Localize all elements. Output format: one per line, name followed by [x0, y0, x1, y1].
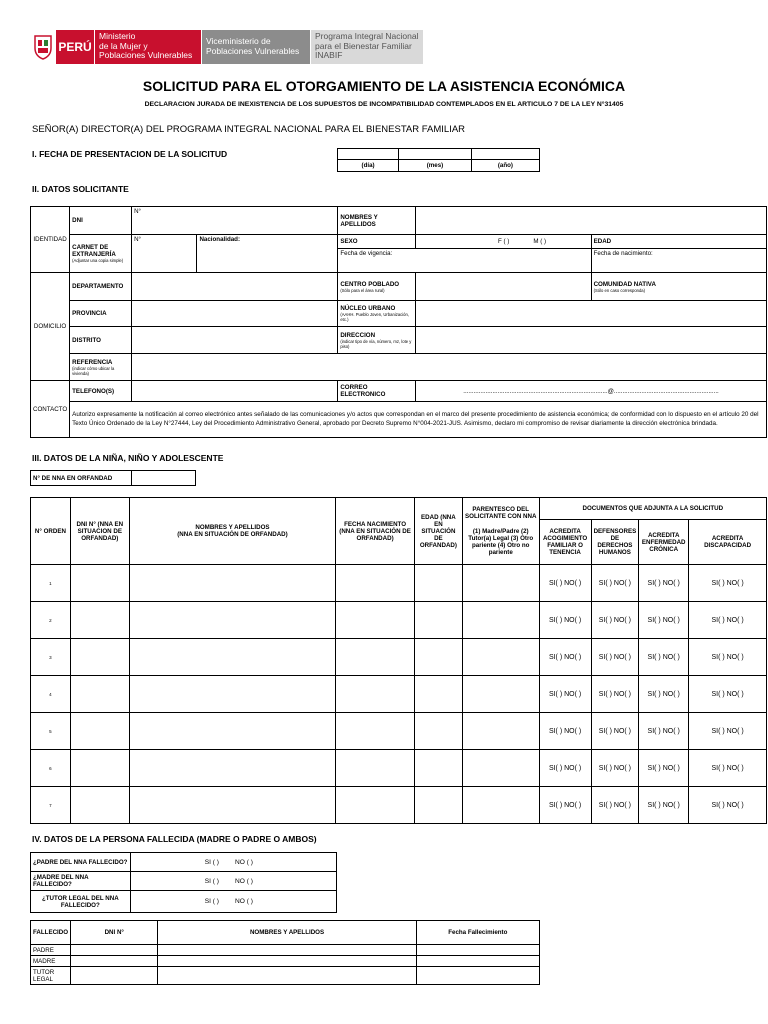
document-subtitle: DECLARACION JURADA DE INEXISTENCIA DE LOS SUPUESTOS DE INCOMPATIBILIDAD CONTEMPLADOS EN EL ARTICULO 7 DE LA LEY N°31405 — [144, 101, 624, 108]
nna-count-label: N° DE NNA EN ORFANDAD — [31, 471, 132, 486]
month-label: (mes) — [399, 160, 472, 172]
col-nombres: NOMBRES Y APELLIDOS (NNA EN SITUACIÓN DE ORFANDAD) — [129, 498, 336, 565]
section-4-heading: IV. DATOS DE LA PERSONA FALLECIDA (MADRE O PADRE O AMBOS) — [32, 834, 317, 844]
telefono-field[interactable] — [132, 381, 338, 402]
section-3-heading: III. DATOS DE LA NIÑA, NIÑO Y ADOLESCENTE — [32, 453, 224, 463]
provincia-field[interactable] — [132, 301, 338, 327]
nucleo-label: NÚCLEO URBANO (AAHH. Pueblo Joven, Urbanización, etc.) — [338, 301, 416, 327]
col-parentesco: PARENTESCO DEL SOLICITANTE CON NNA (1) Madre/Padre (2) Tutor(a) Legal (3) Otro pariente (4) Otro no pariente — [462, 498, 539, 565]
carnet-label: CARNET DE EXTRANJERÍA (Adjuntar una copia simple) — [70, 235, 132, 273]
contacto-label: CONTACTO — [31, 381, 70, 438]
table-row: MADRE — [31, 956, 540, 967]
table-row: 6 SI( ) NO( ) SI( ) NO( ) SI( ) NO( ) SI( ) NO( ) — [31, 750, 767, 787]
col-orden: N° ORDEN — [31, 498, 71, 565]
q-padre-label: ¿PADRE DEL NNA FALLECIDO? — [31, 853, 131, 872]
month-field[interactable] — [399, 149, 472, 160]
distrito-label: DISTRITO — [70, 327, 132, 354]
nombres-field[interactable] — [416, 207, 767, 235]
table-row: 4 SI( ) NO( ) SI( ) NO( ) SI( ) NO( ) SI( ) NO( ) — [31, 676, 767, 713]
section-1-heading: I. FECHA DE PRESENTACION DE LA SOLICITUD — [32, 149, 228, 159]
applicant-table — [30, 206, 767, 438]
autorizacion-text: Autorizo expresamente la notificación al correo electrónico antes señalado de las comunicaciones y/o actos que correspondan en el marco del presente procedimiento de asistencia económica; de conformidad con lo dispuesto en el artículo 20 del Texto Único Ordenado de la Ley N°27444, Ley del Procedimiento Administrativo General, aprobado por Decreto Supremo N°004-2021-JUS. Asimismo, declaro mi compromiso de revisar diariamente la dirección electrónica brindada. — [70, 402, 767, 438]
table-row: 1 SI( ) NO( ) SI( ) NO( ) SI( ) NO( ) SI( ) NO( ) — [31, 565, 767, 602]
col-fallecido: FALLECIDO — [31, 921, 71, 945]
nombres-label: NOMBRES Y APELLIDOS — [338, 207, 416, 235]
direccion-field[interactable] — [416, 327, 767, 354]
edad-label[interactable]: EDAD — [591, 235, 766, 249]
table-row: 5 SI( ) NO( ) SI( ) NO( ) SI( ) NO( ) SI( ) NO( ) — [31, 713, 767, 750]
col-dni: DNI N° — [71, 921, 158, 945]
table-row: 2 SI( ) NO( ) SI( ) NO( ) SI( ) NO( ) SI( ) NO( ) — [31, 602, 767, 639]
nna-count-table — [30, 470, 196, 486]
sexo-label: SEXO — [338, 235, 416, 249]
peru-label: PERÚ — [56, 30, 94, 64]
col-nombres: NOMBRES Y APELLIDOS — [158, 921, 416, 945]
nacionalidad-field[interactable]: Nacionalidad: — [197, 235, 338, 273]
nna-count-field[interactable] — [132, 471, 196, 486]
dni-field[interactable]: N° — [132, 207, 338, 235]
q-madre-label: ¿MADRE DEL NNA FALLECIDO? — [31, 872, 131, 891]
sexo-field[interactable]: F ( ) M ( ) — [416, 235, 592, 249]
viceministry-label: Viceministerio de Poblaciones Vulnerables — [201, 30, 310, 64]
departamento-label: DEPARTAMENTO — [70, 273, 132, 301]
table-row: TUTOR LEGAL — [31, 967, 540, 985]
comunidad-field[interactable]: COMUNIDAD NATIVA (Sólo en caso corresponda) — [591, 273, 766, 301]
centro-poblado-field[interactable] — [416, 273, 592, 301]
col-documentos: DOCUMENTOS QUE ADJUNTA A LA SOLICITUD — [539, 498, 766, 520]
day-label: (día) — [338, 160, 399, 172]
referencia-field[interactable] — [132, 354, 767, 381]
day-field[interactable] — [338, 149, 399, 160]
nucleo-field[interactable] — [416, 301, 767, 327]
departamento-field[interactable] — [132, 273, 338, 301]
referencia-label: REFERENCIA (indicar cómo ubicar la vivienda) — [70, 354, 132, 381]
program-label: Programa Integral Nacional para el Bienestar Familiar INABIF — [310, 30, 423, 64]
q-padre-field[interactable]: SI ( ) NO ( ) — [130, 853, 336, 872]
col-doc-enfermedad: ACREDITA ENFERMEDAD CRÓNICA — [639, 520, 689, 565]
domicilio-label: DOMICILIO — [31, 273, 70, 381]
correo-label: CORREO ELECTRONICO — [338, 381, 416, 402]
addressee: SEÑOR(A) DIRECTOR(A) DEL PROGRAMA INTEGRAL NACIONAL PARA EL BIENESTAR FAMILIAR — [32, 124, 466, 135]
dni-label: DNI — [70, 207, 132, 235]
col-edad: EDAD (NNA EN SITUACIÓN DE ORFANDAD) — [414, 498, 462, 565]
provincia-label: PROVINCIA — [70, 301, 132, 327]
document-title: SOLICITUD PARA EL OTORGAMIENTO DE LA ASISTENCIA ECONÓMICA — [142, 78, 626, 94]
deceased-table — [30, 920, 540, 985]
col-fecha-fallecimiento: Fecha Fallecimiento — [416, 921, 539, 945]
carnet-field[interactable]: N° — [132, 235, 197, 273]
col-doc-acogimiento: ACREDITA ACOGIMIENTO FAMILIAR O TENENCIA — [539, 520, 591, 565]
vigencia-field[interactable]: Fecha de vigencia: — [338, 249, 591, 273]
q-tutor-field[interactable]: SI ( ) NO ( ) — [130, 891, 336, 913]
year-label: (año) — [471, 160, 539, 172]
year-field[interactable] — [471, 149, 539, 160]
centro-poblado-label: CENTRO POBLADO (Sólo para el área rural) — [338, 273, 416, 301]
correo-field[interactable]: ....................................................................................@............................................................. — [416, 381, 767, 402]
table-row: 3 SI( ) NO( ) SI( ) NO( ) SI( ) NO( ) SI( ) NO( ) — [31, 639, 767, 676]
coat-of-arms-icon — [30, 30, 56, 64]
nna-table — [30, 497, 767, 824]
deceased-question-table — [30, 852, 337, 913]
distrito-field[interactable] — [132, 327, 338, 354]
col-dni: DNI N° (NNA EN SITUACION DE ORFANDAD) — [70, 498, 129, 565]
header-logo — [30, 30, 423, 64]
direccion-label: DIRECCION (indicar tipo de vía, número, mz, lote y piso) — [338, 327, 416, 354]
identidad-label: IDENTIDAD — [31, 207, 70, 273]
col-fecha: FECHA NACIMIENTO (NNA EN SITUACIÓN DE ORFANDAD) — [336, 498, 415, 565]
q-madre-field[interactable]: SI ( ) NO ( ) — [130, 872, 336, 891]
telefono-label: TELEFONO(S) — [70, 381, 132, 402]
section-2-heading: II. DATOS SOLICITANTE — [32, 184, 129, 194]
q-tutor-label: ¿TUTOR LEGAL DEL NNA FALLECIDO? — [31, 891, 131, 913]
nacimiento-field[interactable]: Fecha de nacimiento: — [591, 249, 766, 273]
table-row: 7 SI( ) NO( ) SI( ) NO( ) SI( ) NO( ) SI( ) NO( ) — [31, 787, 767, 824]
ministry-label: Ministerio de la Mujer y Poblaciones Vulnerables — [94, 30, 201, 64]
col-doc-discapacidad: ACREDITA DISCAPACIDAD — [689, 520, 767, 565]
date-table — [337, 148, 540, 172]
col-doc-derechos: DEFENSORES DE DERECHOS HUMANOS — [591, 520, 639, 565]
table-row: PADRE — [31, 945, 540, 956]
